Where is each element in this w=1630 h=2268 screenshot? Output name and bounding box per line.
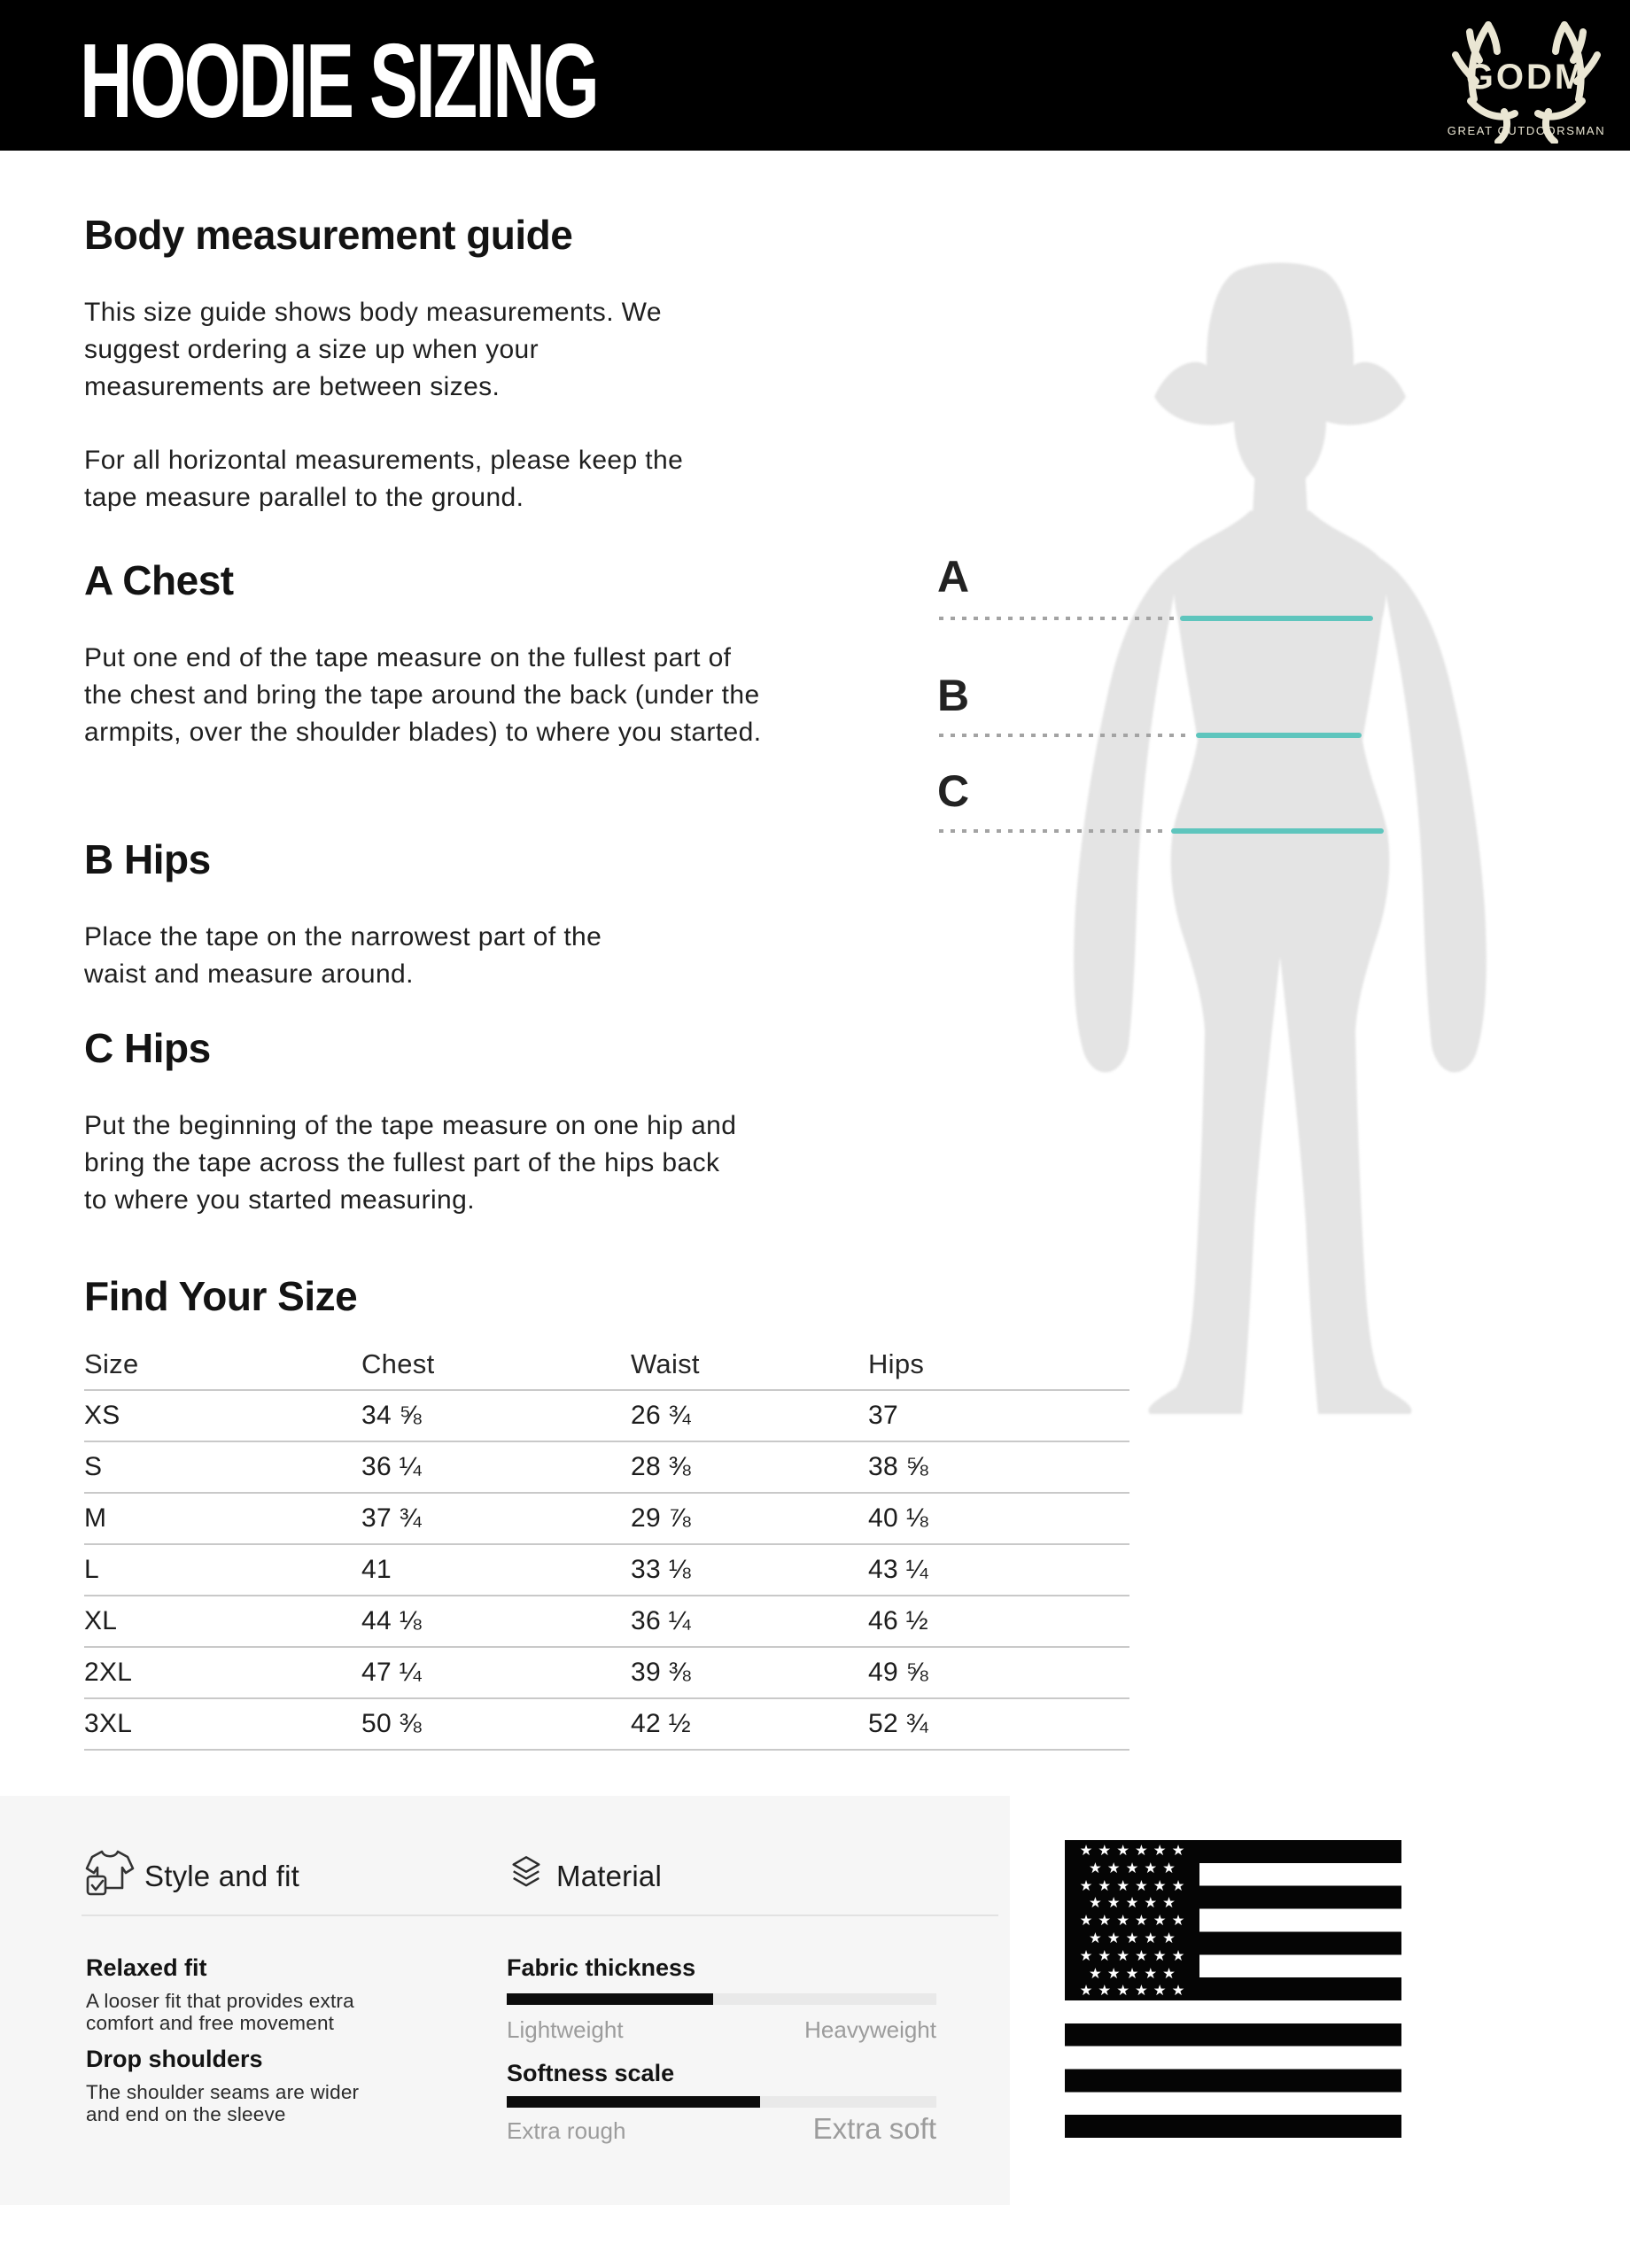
- brand-logo: [1442, 11, 1611, 144]
- material-heading: Material: [556, 1860, 662, 1892]
- star-row: ★★★★★: [1089, 1894, 1181, 1912]
- cell: 43 ¼: [868, 1555, 928, 1584]
- dotted-line-b: [939, 734, 1192, 737]
- star-row: ★★★★★★: [1079, 1946, 1191, 1964]
- lightweight-label: Lightweight: [507, 2016, 624, 2043]
- chest-measure-line: [1180, 616, 1373, 621]
- label-a: A: [937, 552, 970, 602]
- relaxed-fit-title: Relaxed fit: [86, 1954, 207, 1981]
- body-measurement-heading: Body measurement guide: [84, 212, 573, 258]
- table-row: [84, 1699, 1129, 1751]
- size-table-header: [84, 1339, 1129, 1391]
- cell: 37: [868, 1401, 898, 1430]
- cell: 26 ¾: [631, 1401, 691, 1430]
- cell: 38 ⅝: [868, 1452, 928, 1481]
- fabric-thickness-fill: [507, 1993, 713, 2005]
- cell: M: [84, 1503, 107, 1533]
- cell: 39 ⅜: [631, 1658, 691, 1687]
- drop-shoulders-title: Drop shoulders: [86, 2046, 263, 2072]
- flag-panel: [1010, 1796, 1630, 2205]
- col-chest: Chest: [361, 1348, 435, 1379]
- section-a-chest-body: Put one end of the tape measure on the fullest part of the chest and bring the tape around the back (under the armpits, over the shoulder blades) to where you started.: [84, 643, 762, 747]
- table-row: [84, 1648, 1129, 1699]
- style-and-fit-heading: Style and fit: [144, 1860, 300, 1892]
- table-row: [84, 1494, 1129, 1545]
- cell: 28 ⅜: [631, 1452, 691, 1481]
- table-row: [84, 1442, 1129, 1494]
- cell: 36 ¼: [631, 1606, 691, 1635]
- hips-measure-line: [1171, 828, 1384, 834]
- relaxed-fit-desc: A looser fit that provides extra comfort and free movement: [86, 1990, 354, 2034]
- section-c-hips-body: Put the beginning of the tape measure on one hip and bring the tape across the fullest part of the hips back to where you started measuring.: [84, 1111, 737, 1215]
- find-your-size-heading: Find Your Size: [84, 1273, 358, 1319]
- softness-scale-labels: [507, 2112, 936, 2146]
- details-band: [0, 1796, 1630, 2205]
- cell: S: [84, 1452, 103, 1481]
- section-b-hips-body: Place the tape on the narrowest part of the waist and measure around.: [84, 922, 602, 989]
- label-b: B: [937, 671, 970, 720]
- table-row: [84, 1391, 1129, 1442]
- cell: 40 ⅛: [868, 1503, 928, 1533]
- cell: 34 ⅝: [361, 1401, 422, 1430]
- fabric-thickness-bar: [507, 1993, 936, 2005]
- col-waist: Waist: [631, 1348, 700, 1379]
- star-row: ★★★★★: [1089, 1964, 1181, 1982]
- cell: 42 ½: [631, 1709, 691, 1738]
- table-row: [84, 1596, 1129, 1648]
- extra-soft-label: Extra soft: [812, 2112, 936, 2145]
- fabric-thickness-labels: [507, 2016, 936, 2044]
- cell: 41: [361, 1555, 392, 1584]
- cell: L: [84, 1555, 99, 1584]
- section-b-hips-heading: B Hips: [84, 836, 211, 882]
- cell: 2XL: [84, 1658, 133, 1687]
- cell: 47 ¼: [361, 1658, 422, 1687]
- col-size: Size: [84, 1348, 139, 1379]
- flag-canton: [1065, 1840, 1199, 2000]
- extra-rough-label: Extra rough: [507, 2117, 626, 2144]
- col-hips: Hips: [868, 1348, 925, 1379]
- antlers-logo-icon: [1442, 11, 1611, 144]
- cell: 50 ⅜: [361, 1709, 422, 1738]
- dotted-line-a: [939, 617, 1176, 620]
- drop-shoulders-desc: The shoulder seams are wider and end on the sleeve: [86, 2081, 360, 2125]
- cell: 37 ¾: [361, 1503, 422, 1533]
- cell: 3XL: [84, 1709, 133, 1738]
- cell: 29 ⅞: [631, 1503, 691, 1533]
- section-divider: [82, 1915, 998, 1916]
- section-a-chest-heading: A Chest: [84, 557, 234, 603]
- cell: 46 ½: [868, 1606, 928, 1635]
- cell: 52 ¾: [868, 1709, 928, 1738]
- star-row: ★★★★★★: [1079, 1842, 1191, 1859]
- cell: 49 ⅝: [868, 1658, 928, 1687]
- label-c: C: [937, 766, 970, 816]
- cell: 44 ⅛: [361, 1606, 422, 1635]
- header-bar: [0, 0, 1630, 151]
- guide-paragraph-2: For all horizontal measurements, please keep the tape measure parallel to the ground.: [84, 446, 684, 512]
- tshirt-icon: [84, 1847, 136, 1900]
- cell: 36 ¼: [361, 1452, 422, 1481]
- cell: XL: [84, 1606, 118, 1635]
- cell: XS: [84, 1401, 120, 1430]
- softness-scale-bar: [507, 2096, 936, 2108]
- size-table: [84, 1339, 1129, 1751]
- material-layers-icon: [507, 1854, 546, 1893]
- star-row: ★★★★★★: [1079, 1912, 1191, 1930]
- star-row: ★★★★★★: [1079, 1982, 1191, 2000]
- page-title: HOODIE SIZING: [80, 21, 597, 140]
- softness-scale-title: Softness scale: [507, 2060, 675, 2086]
- fabric-thickness-title: Fabric thickness: [507, 1954, 696, 1981]
- logo-subtitle: GREAT OUTDOORSMAN: [1447, 124, 1606, 137]
- guide-paragraph-1: This size guide shows body measurements. We suggest ordering a size up when your measurements are between sizes.: [84, 298, 662, 401]
- waist-measure-line: [1196, 733, 1362, 738]
- dotted-line-c: [939, 829, 1168, 833]
- logo-name: GODM: [1465, 58, 1587, 97]
- star-row: ★★★★★★: [1079, 1876, 1191, 1894]
- star-row: ★★★★★: [1089, 1859, 1181, 1876]
- heavyweight-label: Heavyweight: [804, 2016, 936, 2043]
- cell: 33 ⅛: [631, 1555, 691, 1584]
- softness-scale-fill: [507, 2096, 760, 2108]
- section-c-hips-heading: C Hips: [84, 1025, 211, 1071]
- star-row: ★★★★★: [1089, 1929, 1181, 1946]
- us-flag-image: [1065, 1840, 1401, 2138]
- table-row: [84, 1545, 1129, 1596]
